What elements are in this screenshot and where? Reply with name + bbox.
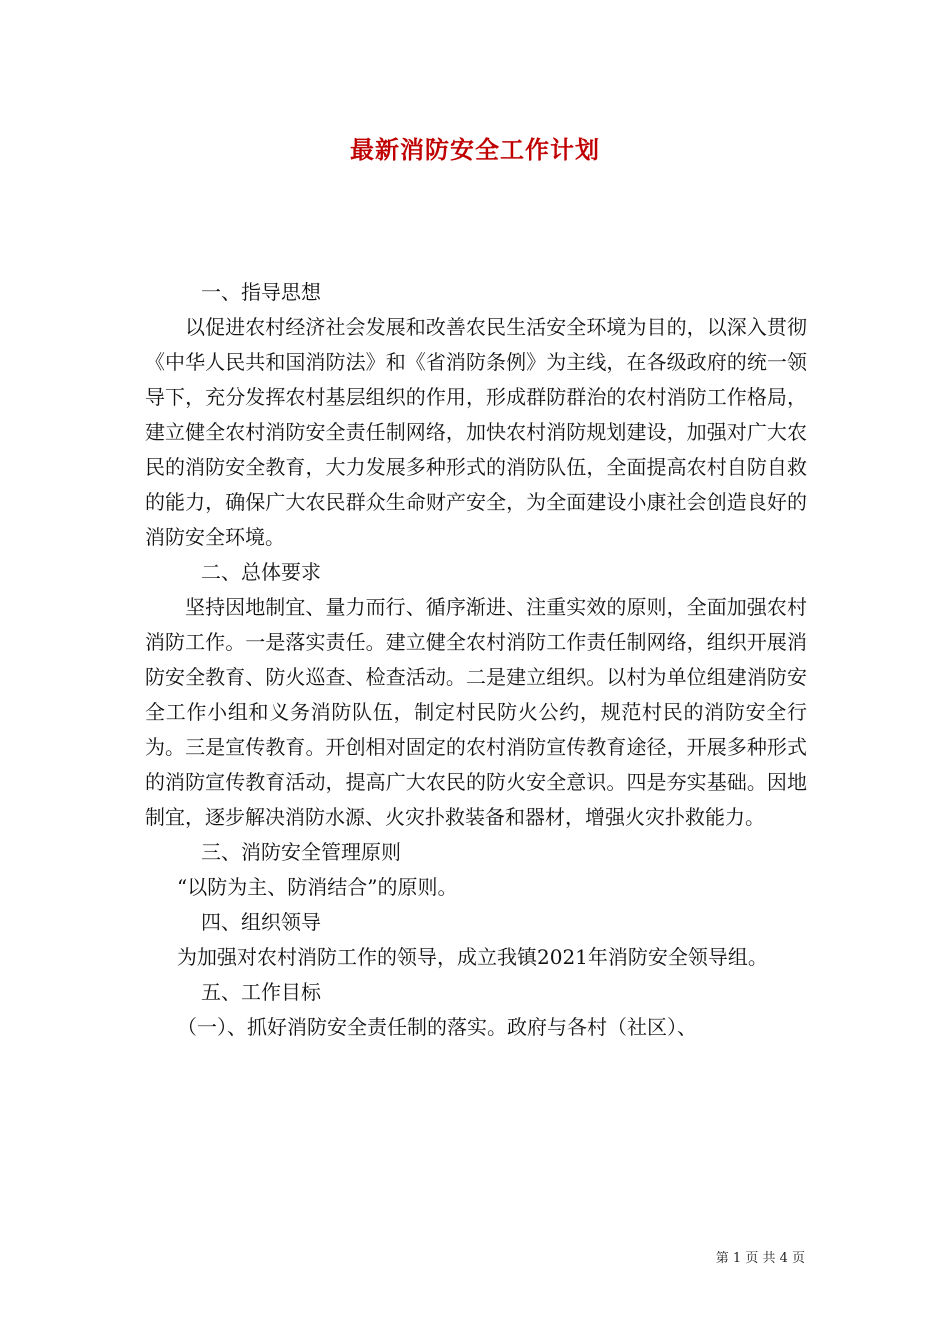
paragraph-work-goals-item-1: （一）、抓好消防安全责任制的落实。政府与各村（社区）、 (177, 1015, 697, 1039)
paragraph-organization-leadership: 为加强对农村消防工作的领导，成立我镇2021年消防安全领导组。 (177, 945, 768, 969)
document-title: 最新消防安全工作计划 (350, 135, 600, 164)
section-heading-work-goals: 五、工作目标 (201, 980, 321, 1004)
paragraph-guiding-ideology: 以促进农村经济社会发展和改善农民生活安全环境为目的，以深入贯彻《中华人民共和国消防法》和《省消防条例》为主线，在各级政府的统一领导下，充分发挥农村基层组织的作用，形成群防群治的农村消防工作格局，建立健全农村消防安全责任制网络，加快农村消防规划建设，加强对广大农民的消防安全教育，大力发展多种形式的消防队伍，全面提高农村自防自救的能力，确保广大农民群众生命财产安全，为全面建设小康社会创造良好的消防安全环境。 (145, 315, 807, 549)
paragraph-overall-requirements: 坚持因地制宜、量力而行、循序渐进、注重实效的原则，全面加强农村消防工作。一是落实责任。建立健全农村消防工作责任制网络，组织开展消防安全教育、防火巡查、检查活动。二是建立组织。以村为单位组建消防安全工作小组和义务消防队伍，制定村民防火公约，规范村民的消防安全行为。三是宣传教育。开创相对固定的农村消防宣传教育途径，开展多种形式的消防宣传教育活动，提高广大农民的防火安全意识。四是夯实基础。因地制宜，逐步解决消防水源、火灾扑救装备和器材，增强火灾扑救能力。 (145, 595, 807, 829)
paragraph-management-principles: “以防为主、防消结合”的原则。 (177, 875, 458, 899)
section-heading-organization-leadership: 四、组织领导 (201, 910, 321, 934)
section-heading-management-principles: 三、消防安全管理原则 (201, 840, 401, 864)
document-body (145, 275, 807, 1045)
section-heading-overall-requirements: 二、总体要求 (201, 560, 321, 584)
section-heading-guiding-ideology: 一、指导思想 (201, 280, 321, 304)
page-indicator: 第 1 页 共 4 页 (715, 1251, 805, 1266)
